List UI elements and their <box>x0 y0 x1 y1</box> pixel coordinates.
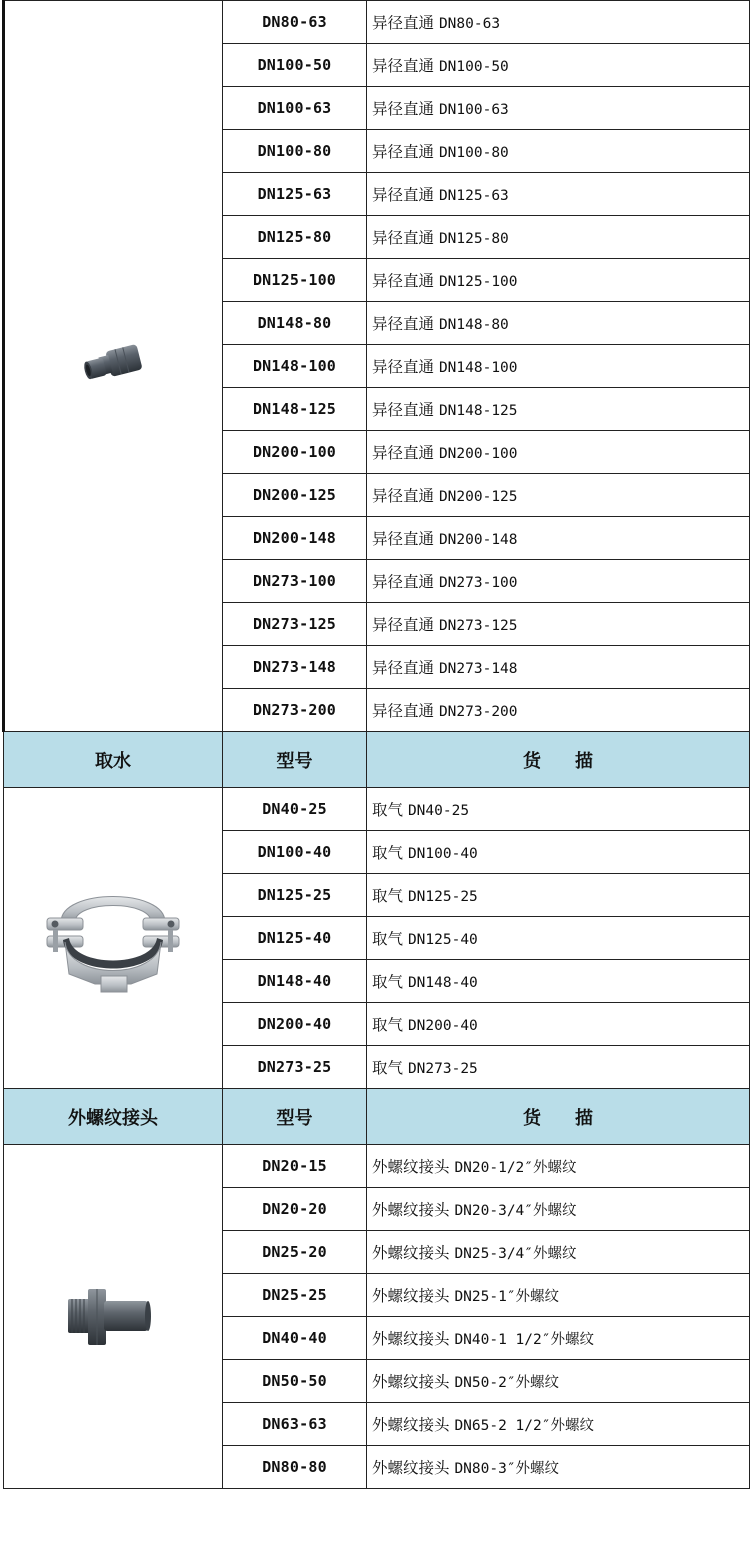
description-prefix: 异径直通 <box>372 186 435 204</box>
description-cell <box>367 1145 750 1188</box>
column-header-description-b: 描 <box>575 750 593 772</box>
table-row <box>4 788 750 831</box>
model-cell: DN200-148 <box>223 517 367 560</box>
description-cell <box>367 788 750 831</box>
column-header-description-b: 描 <box>575 1107 593 1129</box>
description-prefix: 异径直通 <box>372 444 435 462</box>
model-cell: DN200-100 <box>223 431 367 474</box>
description-prefix: 取气 <box>372 1059 404 1077</box>
description-cell <box>367 173 750 216</box>
description-cell <box>367 917 750 960</box>
description-cell <box>367 130 750 173</box>
model-cell: DN100-63 <box>223 87 367 130</box>
description-cell <box>367 474 750 517</box>
description-code: DN125-40 <box>407 932 478 948</box>
table-row <box>4 1145 750 1188</box>
description-cell <box>367 1317 750 1360</box>
description-code: DN100-50 <box>438 59 509 75</box>
column-header-model: 型号 <box>223 1089 367 1145</box>
description-prefix: 外螺纹接头 <box>372 1459 450 1477</box>
description-prefix: 异径直通 <box>372 616 435 634</box>
description-prefix: 异径直通 <box>372 702 435 720</box>
description-cell <box>367 689 750 732</box>
description-code: DN200-148 <box>438 532 518 548</box>
model-cell: DN100-50 <box>223 44 367 87</box>
saddle-clamp-icon <box>39 878 187 998</box>
model-cell: DN40-40 <box>223 1317 367 1360</box>
description-prefix: 取气 <box>372 844 404 862</box>
description-cell <box>367 44 750 87</box>
description-code: DN100-80 <box>438 145 509 161</box>
product-image-cell <box>4 1 223 732</box>
description-prefix: 异径直通 <box>372 143 435 161</box>
description-code: DN148-100 <box>438 360 518 376</box>
description-prefix: 取气 <box>372 801 404 819</box>
description-cell <box>367 1231 750 1274</box>
description-cell <box>367 603 750 646</box>
description-code: DN20-3/4″外螺纹 <box>454 1203 577 1219</box>
model-cell: DN125-25 <box>223 874 367 917</box>
description-prefix: 外螺纹接头 <box>372 1287 450 1305</box>
description-code: DN25-1″外螺纹 <box>454 1289 560 1305</box>
description-code: DN125-100 <box>438 274 518 290</box>
description-code: DN200-100 <box>438 446 518 462</box>
description-code: DN125-25 <box>407 889 478 905</box>
description-code: DN148-40 <box>407 975 478 991</box>
description-cell <box>367 431 750 474</box>
model-cell: DN63-63 <box>223 1403 367 1446</box>
description-cell <box>367 1003 750 1046</box>
model-cell: DN148-80 <box>223 302 367 345</box>
column-header-model: 型号 <box>223 732 367 788</box>
model-cell: DN100-40 <box>223 831 367 874</box>
description-cell <box>367 831 750 874</box>
section-title: 外螺纹接头 <box>4 1089 223 1145</box>
description-code: DN273-125 <box>438 618 518 634</box>
description-cell <box>367 1 750 44</box>
model-cell: DN125-80 <box>223 216 367 259</box>
description-prefix: 异径直通 <box>372 358 435 376</box>
description-cell <box>367 517 750 560</box>
description-prefix: 外螺纹接头 <box>372 1373 450 1391</box>
description-code: DN100-40 <box>407 846 478 862</box>
model-cell: DN80-63 <box>223 1 367 44</box>
description-code: DN273-200 <box>438 704 518 720</box>
description-prefix: 外螺纹接头 <box>372 1201 450 1219</box>
product-catalog-table <box>2 0 750 1489</box>
description-cell <box>367 1360 750 1403</box>
model-cell: DN273-125 <box>223 603 367 646</box>
model-cell: DN273-100 <box>223 560 367 603</box>
male-thread-adapter-icon <box>60 1281 166 1353</box>
reducer-pipe-icon <box>79 338 149 394</box>
model-cell: DN20-15 <box>223 1145 367 1188</box>
description-prefix: 取气 <box>372 887 404 905</box>
model-cell: DN125-63 <box>223 173 367 216</box>
product-image-cell <box>4 1145 223 1489</box>
model-cell: DN125-40 <box>223 917 367 960</box>
description-cell <box>367 216 750 259</box>
description-cell <box>367 1274 750 1317</box>
model-cell: DN273-200 <box>223 689 367 732</box>
section-header-row <box>4 732 750 788</box>
description-prefix: 异径直通 <box>372 14 435 32</box>
description-cell <box>367 1188 750 1231</box>
description-cell <box>367 646 750 689</box>
model-cell: DN80-80 <box>223 1446 367 1489</box>
description-code: DN80-3″外螺纹 <box>454 1461 560 1477</box>
description-prefix: 异径直通 <box>372 530 435 548</box>
model-cell: DN50-50 <box>223 1360 367 1403</box>
model-cell: DN25-20 <box>223 1231 367 1274</box>
description-prefix: 异径直通 <box>372 57 435 75</box>
description-prefix: 异径直通 <box>372 315 435 333</box>
description-cell <box>367 1046 750 1089</box>
description-code: DN200-40 <box>407 1018 478 1034</box>
model-cell: DN25-25 <box>223 1274 367 1317</box>
column-header-description-a: 货 <box>523 1107 541 1129</box>
column-header-description-a: 货 <box>523 750 541 772</box>
model-cell: DN200-125 <box>223 474 367 517</box>
description-code: DN200-125 <box>438 489 518 505</box>
description-prefix: 异径直通 <box>372 573 435 591</box>
description-cell <box>367 960 750 1003</box>
description-prefix: 取气 <box>372 1016 404 1034</box>
description-prefix: 异径直通 <box>372 659 435 677</box>
description-cell <box>367 302 750 345</box>
section-title: 取水 <box>4 732 223 788</box>
description-code: DN65-2 1/2″外螺纹 <box>454 1418 594 1434</box>
model-cell: DN148-125 <box>223 388 367 431</box>
description-cell <box>367 874 750 917</box>
model-cell: DN200-40 <box>223 1003 367 1046</box>
description-cell <box>367 388 750 431</box>
description-cell <box>367 560 750 603</box>
model-cell: DN273-25 <box>223 1046 367 1089</box>
description-prefix: 异径直通 <box>372 100 435 118</box>
description-code: DN273-148 <box>438 661 518 677</box>
column-header-description <box>367 1089 750 1145</box>
description-prefix: 异径直通 <box>372 401 435 419</box>
column-header-description <box>367 732 750 788</box>
description-code: DN148-80 <box>438 317 509 333</box>
description-prefix: 外螺纹接头 <box>372 1416 450 1434</box>
model-cell: DN40-25 <box>223 788 367 831</box>
description-code: DN25-3/4″外螺纹 <box>454 1246 577 1262</box>
model-cell: DN148-40 <box>223 960 367 1003</box>
model-cell: DN100-80 <box>223 130 367 173</box>
description-code: DN273-100 <box>438 575 518 591</box>
model-cell: DN20-20 <box>223 1188 367 1231</box>
description-code: DN20-1/2″外螺纹 <box>454 1160 577 1176</box>
description-code: DN80-63 <box>438 16 501 32</box>
description-prefix: 异径直通 <box>372 229 435 247</box>
table-row <box>4 1 750 44</box>
description-prefix: 外螺纹接头 <box>372 1158 450 1176</box>
description-code: DN40-1 1/2″外螺纹 <box>454 1332 594 1348</box>
description-prefix: 取气 <box>372 930 404 948</box>
description-prefix: 外螺纹接头 <box>372 1330 450 1348</box>
description-code: DN50-2″外螺纹 <box>454 1375 560 1391</box>
description-code: DN100-63 <box>438 102 509 118</box>
description-cell <box>367 259 750 302</box>
description-code: DN148-125 <box>438 403 518 419</box>
description-cell <box>367 87 750 130</box>
description-code: DN125-80 <box>438 231 509 247</box>
description-cell <box>367 345 750 388</box>
section-header-row <box>4 1089 750 1145</box>
description-code: DN125-63 <box>438 188 509 204</box>
description-prefix: 异径直通 <box>372 487 435 505</box>
description-code: DN273-25 <box>407 1061 478 1077</box>
description-cell <box>367 1446 750 1489</box>
description-cell <box>367 1403 750 1446</box>
model-cell: DN125-100 <box>223 259 367 302</box>
description-prefix: 取气 <box>372 973 404 991</box>
model-cell: DN148-100 <box>223 345 367 388</box>
description-code: DN40-25 <box>407 803 470 819</box>
model-cell: DN273-148 <box>223 646 367 689</box>
description-prefix: 外螺纹接头 <box>372 1244 450 1262</box>
product-image-cell <box>4 788 223 1089</box>
description-prefix: 异径直通 <box>372 272 435 290</box>
